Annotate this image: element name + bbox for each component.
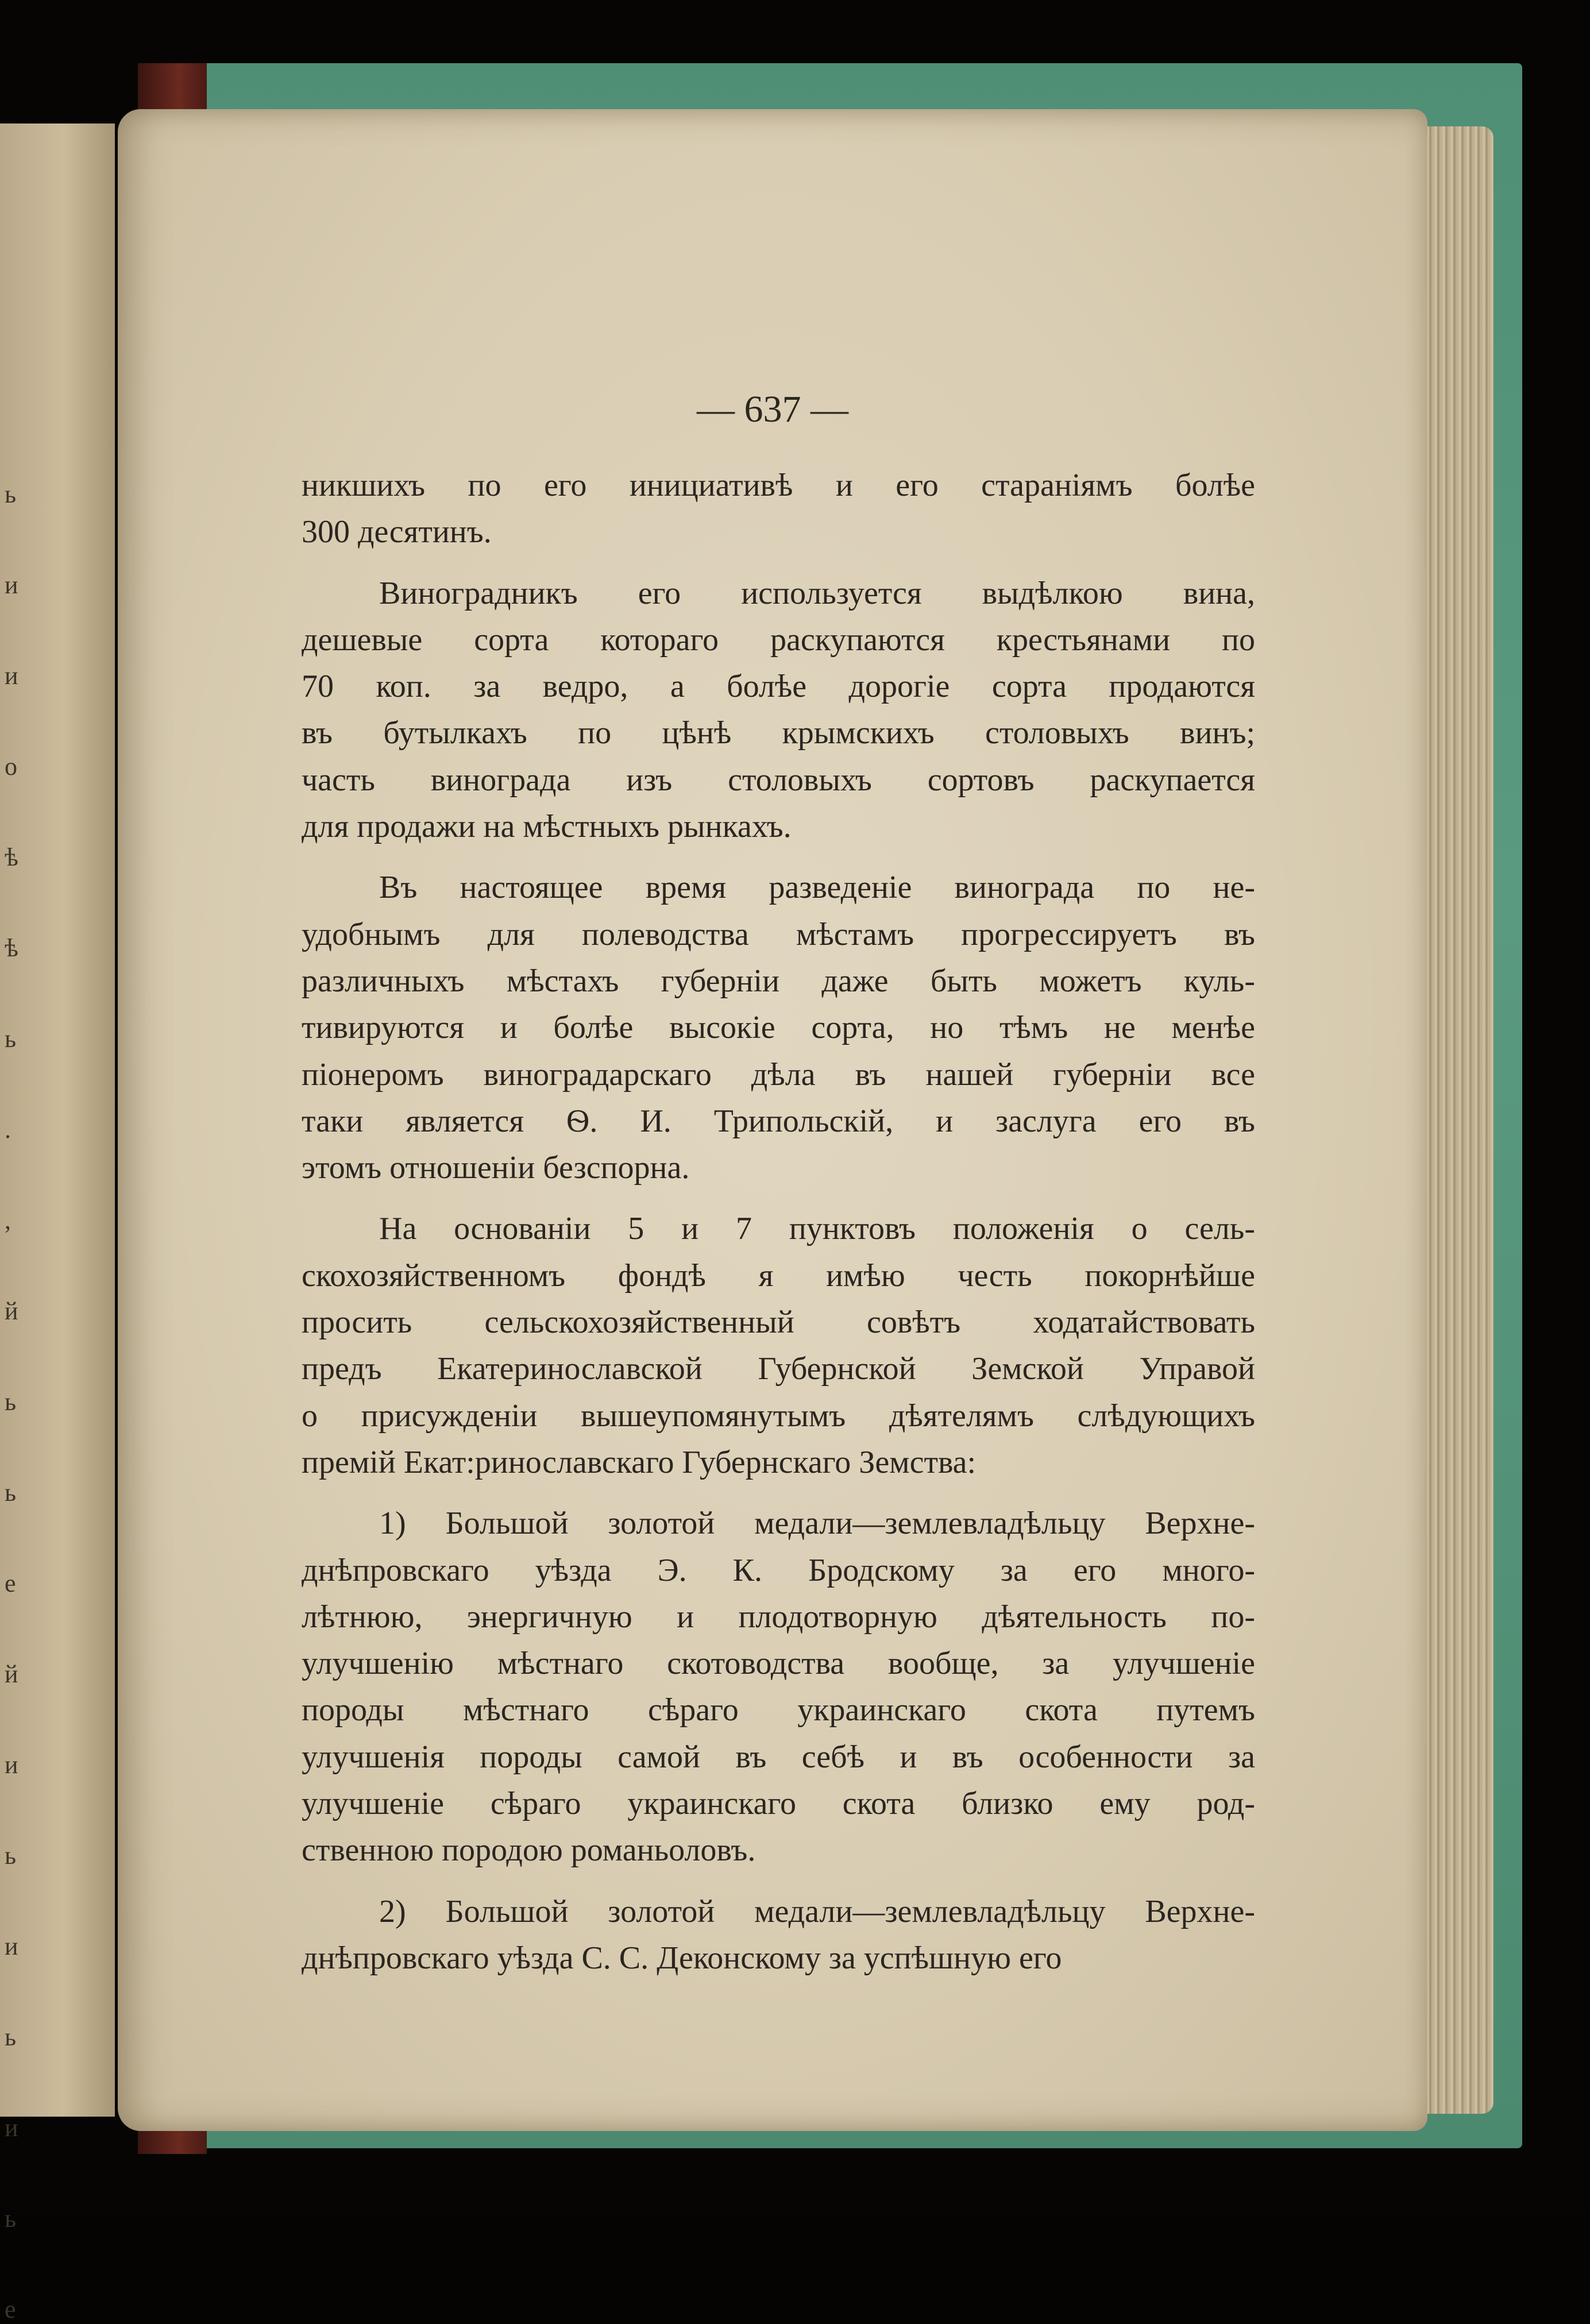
left-page-edge <box>0 123 115 2323</box>
margin-glyph: и <box>5 2114 18 2142</box>
text-line: піонеромъ виноградарскаго дѣла въ нашей губерніи все <box>302 1056 1255 1092</box>
margin-glyph: е <box>5 2295 16 2323</box>
text-line: 70 коп. за ведро, а болѣе дорогіе сорта продаются <box>302 669 1255 705</box>
body-text <box>302 462 1255 1982</box>
text-line: скохозяйственномъ фондѣ я имѣю честь покорнѣйше <box>302 1257 1255 1294</box>
margin-glyph: ѣ <box>5 934 18 962</box>
margin-glyph: ь <box>5 1478 17 1507</box>
text-line: таки является Ѳ. И. Трипольскій, и заслуга его въ <box>302 1103 1255 1139</box>
margin-glyph: е <box>5 1569 16 1597</box>
margin-glyph: и <box>5 571 18 599</box>
margin-glyph: и <box>5 662 18 690</box>
margin-glyph: и <box>5 1751 18 1779</box>
margin-glyph: и <box>5 1932 18 1960</box>
margin-glyph: ь <box>5 480 17 508</box>
margin-glyph: ь <box>5 2205 17 2233</box>
margin-glyph: ь <box>5 1025 17 1053</box>
text-line: различныхъ мѣстахъ губерніи даже быть можетъ куль- <box>302 963 1255 999</box>
text-line: Въ настоящее время разведеніе винограда по не- <box>379 870 1255 906</box>
text-line: тивируются и болѣе высокіе сорта, но тѣмъ не менѣе <box>302 1010 1255 1046</box>
paragraph-gap <box>302 850 1255 864</box>
paragraph-gap <box>302 1486 1255 1500</box>
margin-glyph: . <box>5 1115 11 1144</box>
text-line: На основаніи 5 и 7 пунктовъ положенія о сель- <box>379 1211 1255 1247</box>
margin-glyph: о <box>5 752 17 781</box>
text-line: въ бутылкахъ по цѣнѣ крымскихъ столовыхъ винъ; <box>302 715 1255 751</box>
text-line: породы мѣстнаго сѣраго украинскаго скота путемъ <box>302 1692 1255 1728</box>
text-line: дешевые сорта котораго раскупаются крестьянами по <box>302 621 1255 658</box>
left-page-margin-text <box>0 123 115 2323</box>
margin-glyph: й <box>5 1660 18 1688</box>
margin-glyph: ѣ <box>5 843 18 871</box>
paragraph <box>302 1889 1255 1982</box>
page-number: — 637 — <box>697 388 848 430</box>
text-line: для продажи на мѣстныхъ рынкахъ. <box>302 809 792 845</box>
text-line: Виноградникъ его используется выдѣлкою вина, <box>379 575 1255 611</box>
paragraph <box>302 864 1255 1191</box>
paragraph <box>302 462 1255 556</box>
text-line: 2) Большой золотой медали—землевладѣльцу Верхне- <box>379 1893 1255 1929</box>
text-line: улучшенія породы самой въ себѣ и въ особенности за <box>302 1739 1255 1775</box>
text-line: этомъ отношеніи безспорна. <box>302 1150 690 1186</box>
paragraph-gap <box>302 556 1255 570</box>
text-line: никшихъ по его инициативѣ и его стараніямъ болѣе <box>302 468 1255 503</box>
text-line: ственною породою романьоловъ. <box>302 1832 756 1869</box>
text-line: лѣтнюю, энергичную и плодотворную дѣятельность по- <box>302 1599 1255 1635</box>
page-637 <box>118 109 1427 2131</box>
paragraph <box>302 1206 1255 1486</box>
margin-glyph: , <box>5 1206 11 1234</box>
text-line: часть винограда изъ столовыхъ сортовъ раскупается <box>302 762 1255 798</box>
margin-glyph: ь <box>5 2023 17 2051</box>
text-line: 300 десятинъ. <box>302 514 492 550</box>
paragraph <box>302 570 1255 851</box>
text-line: улучшенію мѣстнаго скотоводства вообще, за улучшеніе <box>302 1646 1255 1682</box>
margin-glyph: й <box>5 1297 18 1325</box>
text-line: просить сельскохозяйственный совѣтъ ходатайствовать <box>302 1304 1255 1341</box>
text-line: 1) Большой золотой медали—землевладѣльцу Верхне- <box>379 1505 1255 1542</box>
text-line: удобнымъ для полеводства мѣстамъ прогрессируетъ въ <box>302 916 1255 952</box>
margin-glyph: ь <box>5 1388 17 1416</box>
text-line: улучшеніе сѣраго украинскаго скота близко ему род- <box>302 1786 1255 1822</box>
paragraph-gap <box>302 1874 1255 1889</box>
margin-glyph: ь <box>5 1842 17 1870</box>
text-line: днѣпровскаго уѣзда Э. К. Бродскому за его много- <box>302 1552 1255 1588</box>
text-line: премій Екат:ринославскаго Губернскаго Земства: <box>302 1444 977 1480</box>
paragraph-gap <box>302 1191 1255 1206</box>
text-line: предъ Екатеринославской Губернской Земской Управой <box>302 1351 1255 1387</box>
text-line: о присужденіи вышеупомянутымъ дѣятелямъ слѣдующихъ <box>302 1398 1255 1434</box>
text-line: днѣпровскаго уѣзда С. С. Деконскому за успѣшную его <box>302 1940 1062 1976</box>
paragraph <box>302 1500 1255 1874</box>
